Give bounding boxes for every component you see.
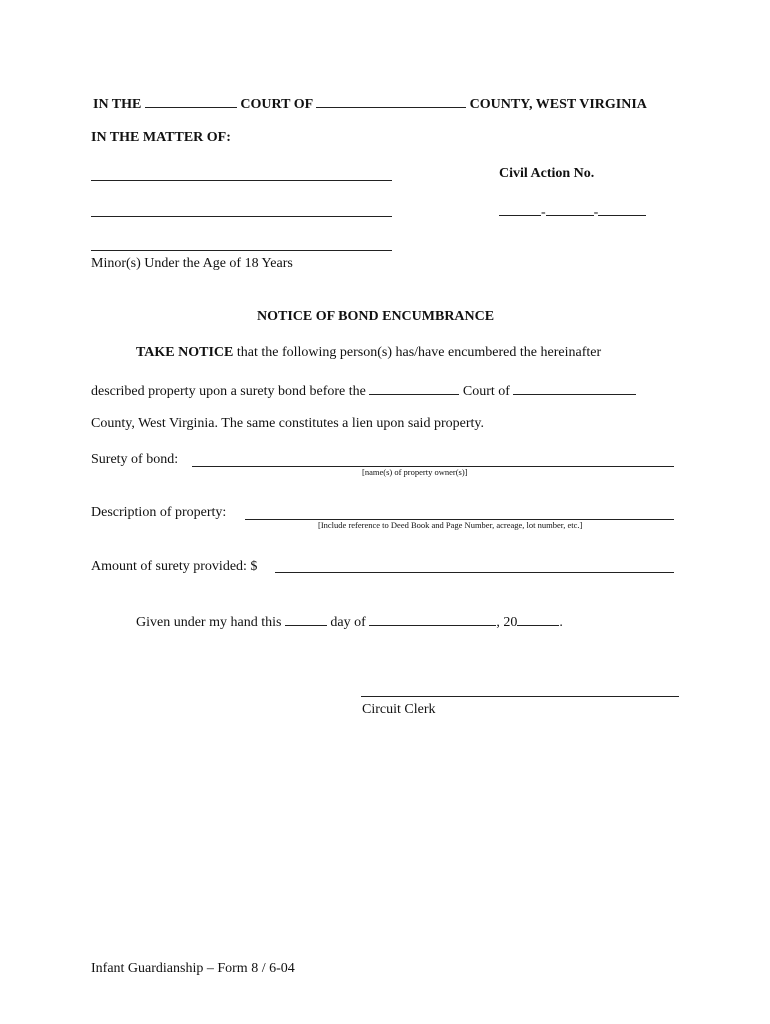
bond-county-blank[interactable] (513, 381, 636, 395)
county-name-blank[interactable] (316, 94, 466, 108)
civil-action-part-2[interactable] (546, 202, 594, 216)
description-label: Description of property: (91, 505, 227, 520)
amount-currency: $ (250, 559, 258, 574)
party-name-line-1[interactable] (91, 180, 392, 181)
take-notice-label: TAKE NOTICE (136, 345, 234, 360)
given-text-a: Given under my hand this (136, 615, 282, 630)
year-blank[interactable] (517, 612, 559, 626)
civil-action-label: Civil Action No. (499, 166, 595, 181)
notice-title: NOTICE OF BOND ENCUMBRANCE (257, 309, 495, 324)
description-hint: [Include reference to Deed Book and Page Number, acreage, lot number, etc.] (318, 520, 583, 530)
day-blank[interactable] (285, 612, 327, 626)
header-county-state: COUNTY, WEST VIRGINIA (469, 97, 647, 112)
party-name-line-3[interactable] (91, 250, 392, 251)
signature-line[interactable] (361, 696, 679, 697)
matter-label: IN THE MATTER OF: (91, 130, 231, 145)
amount-input-line[interactable] (275, 572, 674, 573)
given-text-end: . (559, 615, 563, 630)
notice-line-3: County, West Virginia. The same constitutes a lien upon said property. (91, 416, 484, 431)
minors-label: Minor(s) Under the Age of 18 Years (91, 256, 293, 271)
civil-action-part-1[interactable] (499, 202, 541, 216)
notice-line-2 (91, 381, 636, 400)
circuit-clerk-label: Circuit Clerk (362, 702, 436, 717)
header-court-of: COURT OF (240, 97, 313, 112)
notice-line-1 (136, 345, 601, 361)
court-header (93, 94, 647, 113)
civil-action-dash-2: - (593, 205, 599, 220)
civil-action-dash-1: - (541, 205, 546, 220)
notice-line-1-text: that the following person(s) has/have encumbered the hereinafter (236, 345, 602, 360)
surety-label: Surety of bond: (91, 452, 179, 467)
amount-label: Amount of surety provided: (91, 559, 247, 574)
notice-line-2-b: Court of (462, 384, 510, 399)
civil-action-number (499, 202, 646, 221)
surety-hint: [name(s) of property owner(s)] (362, 467, 468, 477)
given-text-b: day of (330, 615, 366, 630)
given-text-c: , 20 (496, 615, 518, 630)
civil-action-part-3[interactable] (598, 202, 646, 216)
notice-line-2-a: described property upon a surety bond before the (91, 384, 366, 399)
form-footer: Infant Guardianship – Form 8 / 6-04 (91, 961, 295, 976)
amount-row (91, 559, 257, 575)
party-name-line-2[interactable] (91, 216, 392, 217)
bond-court-blank[interactable] (369, 381, 459, 395)
given-line (136, 612, 563, 631)
header-in-the: IN THE (93, 97, 142, 112)
court-name-blank[interactable] (145, 94, 237, 108)
month-blank[interactable] (369, 612, 496, 626)
